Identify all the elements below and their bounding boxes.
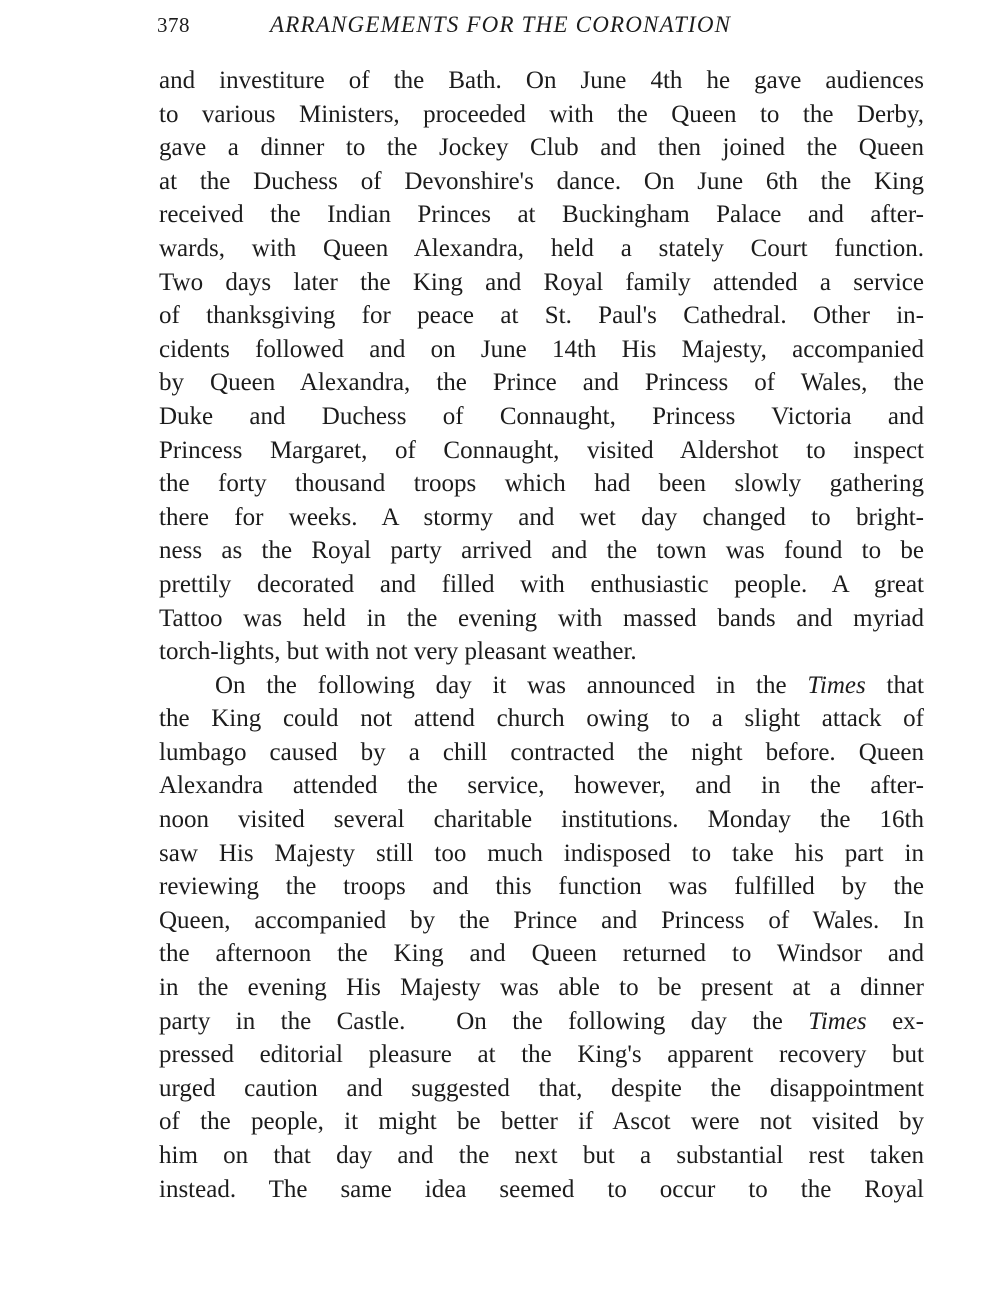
text-line: Tattoo was held in the evening with massed bands and myriad	[159, 604, 924, 632]
text-line: and investiture of the Bath. On June 4th he gave audiences	[159, 67, 924, 94]
text-line: to various Ministers, proceeded with the Queen to the Derby,	[159, 100, 924, 128]
text-line: in the evening His Majesty was able to be present at a dinner	[159, 974, 924, 1002]
text-line: saw His Majesty still too much indisposed to take his part in	[159, 839, 924, 867]
text-line: ness as the Royal party arrived and the town was found to be	[159, 537, 924, 565]
text-line: instead. The same idea seemed to occur to the Royal	[159, 1175, 924, 1203]
text-run: ex-	[866, 1007, 925, 1035]
text-line	[159, 1005, 924, 1039]
text-line: received the Indian Princes at Buckingham Palace and after-	[159, 201, 924, 229]
text-line: wards, with Queen Alexandra, held a stately Court function.	[159, 234, 924, 262]
text-line: there for weeks. A stormy and wet day changed to bright-	[159, 503, 924, 531]
text-line: pressed editorial pleasure at the King's apparent recovery but	[159, 1041, 924, 1069]
text-run: On the following day it was announced in the	[215, 671, 808, 699]
text-line: lumbago caused by a chill contracted the night before. Queen	[159, 738, 924, 766]
text-run: that	[865, 671, 924, 699]
text-line: him on that day and the next but a substantial rest taken	[159, 1142, 924, 1169]
text-line: at the Duchess of Devonshire's dance. On June 6th the King	[159, 167, 924, 195]
text-run: party in the Castle. On the following day the	[159, 1007, 809, 1035]
text-line: prettily decorated and filled with enthusiastic people. A great	[159, 570, 924, 598]
text-line: of the people, it might be better if Ascot were not visited by	[159, 1108, 924, 1136]
running-head	[157, 10, 827, 44]
text-line: the afternoon the King and Queen returned to Windsor and	[159, 940, 924, 968]
text-line: Two days later the King and Royal family attended a service	[159, 268, 924, 296]
text-line: cidents followed and on June 14th His Majesty, accompanied	[159, 335, 924, 363]
text-line: of thanksgiving for peace at St. Paul's Cathedral. Other in-	[159, 302, 924, 330]
text-line: the forty thousand troops which had been slowly gathering	[159, 470, 924, 498]
text-line: gave a dinner to the Jockey Club and then joined the Queen	[159, 134, 924, 162]
text-line: Duke and Duchess of Connaught, Princess Victoria and	[159, 402, 924, 430]
text-line: Princess Margaret, of Connaught, visited Aldershot to inspect	[159, 436, 924, 464]
text-line: torch-lights, but with not very pleasant weather.	[159, 638, 637, 666]
italic-title: Times	[807, 671, 866, 699]
text-line: the King could not attend church owing to a slight attack of	[159, 705, 924, 733]
text-line: Alexandra attended the service, however, and in the after-	[159, 772, 924, 800]
running-title: ARRANGEMENTS FOR THE CORONATION	[270, 12, 732, 37]
page-number: 378	[157, 13, 190, 37]
text-line: by Queen Alexandra, the Prince and Princess of Wales, the	[159, 369, 924, 397]
text-line: urged caution and suggested that, despite the disappointment	[159, 1074, 924, 1102]
body-text	[159, 64, 924, 1206]
text-line: Queen, accompanied by the Prince and Princess of Wales. In	[159, 906, 924, 934]
italic-title: Times	[808, 1007, 867, 1035]
text-line: noon visited several charitable institutions. Monday the 16th	[159, 806, 924, 834]
text-line: reviewing the troops and this function was fulfilled by the	[159, 873, 924, 901]
text-line	[159, 669, 924, 703]
